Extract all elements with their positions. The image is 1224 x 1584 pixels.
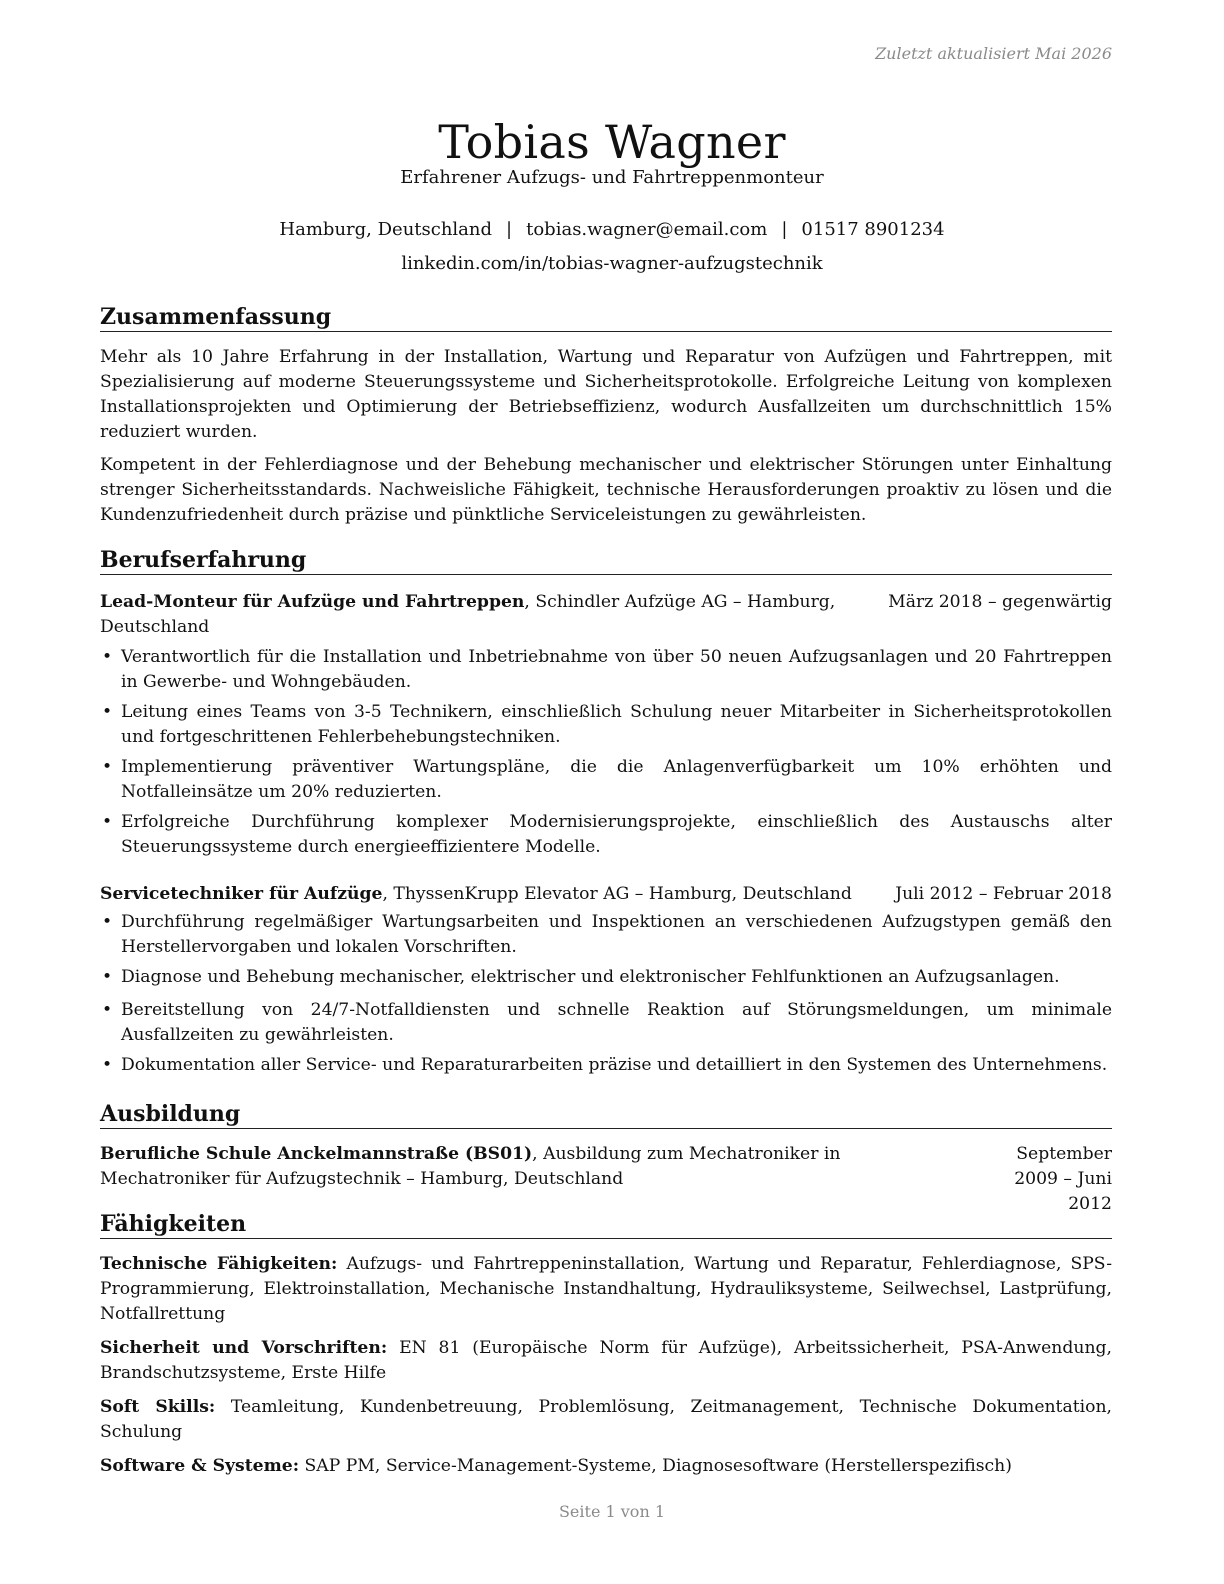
contact-phone: 01517 8901234	[801, 219, 945, 240]
skill-label: Sicherheit und Vorschriften:	[100, 1338, 388, 1358]
linkedin-link[interactable]: linkedin.com/in/tobias-wagner-aufzugstechnik	[401, 253, 823, 274]
job-role: Lead-Monteur für Aufzüge und Fahrtreppen	[100, 592, 525, 612]
list-item: • Bereitstellung von 24/7-Notfalldiensten und schnelle Reaktion auf Störungsmeldungen, um minimale Ausfallzeiten zu gewährleisten.	[102, 1000, 1112, 1045]
skill-group	[100, 1252, 1112, 1327]
skill-group	[100, 1336, 1112, 1386]
job-dates: März 2018 – gegenwärtig	[888, 592, 1112, 612]
job-dates: Juli 2012 – Februar 2018	[895, 884, 1112, 904]
summary-section	[100, 304, 1112, 528]
list-item: • Implementierung präventiver Wartungspläne, die die Anlagenverfügbarkeit um 10% erhöhten und Notfalleinsätze um 20% reduzierten.	[102, 757, 1112, 802]
skill-group	[100, 1395, 1112, 1445]
contact-location: Hamburg, Deutschland	[279, 219, 493, 240]
job-company: , ThyssenKrupp Elevator AG – Hamburg, Deutschland	[382, 884, 852, 904]
summary-paragraph: Kompetent in der Fehlerdiagnose und der Behebung mechanischer und elektrischer Störungen unter Einhaltung strenger Sicherheitsstandards. Nachweisliche Fähigkeit, technische Herausforderungen proaktiv zu lösen und die Kundenzufriedenheit durch präzise und pünktliche Serviceleistungen zu gewährleisten.	[100, 455, 1112, 525]
skill-text: EN 81 (Europäische Norm für Aufzüge), Arbeitssicherheit, PSA-Anwendung, Brandschutzsysteme, Erste Hilfe	[100, 1338, 1112, 1383]
skill-label: Technische Fähigkeiten:	[100, 1254, 338, 1274]
job-company: , Schindler Aufzüge AG – Hamburg, Deutschland	[100, 592, 836, 637]
skill-label: Soft Skills:	[100, 1397, 216, 1417]
list-item: • Diagnose und Behebung mechanischer, elektrischer und elektronischer Fehlfunktionen an Aufzugsanlagen.	[102, 967, 1060, 987]
job-role: Servicetechniker für Aufzüge	[100, 884, 383, 904]
last-updated-note: Zuletzt aktualisiert Mai 2026	[875, 44, 1112, 63]
education-entry	[100, 1142, 1112, 1217]
list-item: • Dokumentation aller Service- und Reparaturarbeiten präzise und detailliert in den Systemen des Unternehmens.	[102, 1055, 1108, 1075]
education-detail: , Ausbildung zum Mechatroniker in Mechatroniker für Aufzugstechnik – Hamburg, Deutschland	[100, 1144, 841, 1189]
list-item: • Durchführung regelmäßiger Wartungsarbeiten und Inspektionen an verschiedenen Aufzugstypen gemäß den Herstellervorgaben und lokalen Vorschriften.	[102, 912, 1112, 957]
education-dates: September 2009 – Juni 2012	[1014, 1144, 1112, 1214]
job-header	[100, 882, 1112, 907]
skill-text: Aufzugs- und Fahrtreppeninstallation, Wartung und Reparatur, Fehlerdiagnose, SPS-Programmierung, Elektroinstallation, Mechanische Instandhaltung, Hydrauliksysteme, Seilwechsel, Lastprüfung, Notfallrettung	[100, 1254, 1113, 1324]
job-bullets	[100, 910, 1112, 1078]
job-entry	[100, 882, 1112, 1078]
skill-group	[100, 1454, 1112, 1479]
contact-line	[0, 219, 1224, 240]
skills-section	[100, 1211, 1112, 1488]
skill-label: Software & Systeme:	[100, 1456, 300, 1476]
skill-text: SAP PM, Service-Management-Systeme, Diagnosesoftware (Herstellerspezifisch)	[299, 1456, 1012, 1476]
job-bullets	[100, 645, 1112, 860]
experience-section	[100, 547, 1112, 1083]
section-heading-education: Ausbildung	[100, 1101, 1112, 1129]
job-header	[100, 590, 1112, 640]
contact-separator: |	[781, 219, 788, 240]
candidate-title: Erfahrener Aufzugs- und Fahrtreppenmonteur	[400, 167, 824, 188]
job-entry	[100, 590, 1112, 860]
list-item: • Erfolgreiche Durchführung komplexer Modernisierungsprojekte, einschließlich des Austauschs alter Steuerungssysteme durch energieeffizientere Modelle.	[102, 812, 1112, 857]
section-heading-summary: Zusammenfassung	[100, 304, 1112, 332]
contact-separator: |	[506, 219, 513, 240]
list-item: • Leitung eines Teams von 3-5 Technikern, einschließlich Schulung neuer Mitarbeiter in Sicherheitsprotokollen und fortgeschrittenen Fehlerbehebungstechniken.	[102, 702, 1112, 747]
summary-paragraph: Mehr als 10 Jahre Erfahrung in der Installation, Wartung und Reparatur von Aufzügen und Fahrtreppen, mit Spezialisierung auf moderne Steuerungssysteme und Sicherheitsprotokolle. Erfolgreiche Leitung von komplexen Installationsprojekten und Optimierung der Betriebseffizienz, wodurch Ausfallzeiten um durchschnittlich 15% reduziert wurden.	[100, 347, 1112, 442]
section-heading-experience: Berufserfahrung	[100, 547, 1112, 575]
contact-email[interactable]: tobias.wagner@email.com	[526, 219, 768, 240]
page-number: Seite 1 von 1	[558, 1502, 666, 1521]
candidate-name: Tobias Wagner	[438, 114, 786, 169]
education-section	[100, 1101, 1112, 1217]
section-heading-skills: Fähigkeiten	[100, 1211, 1112, 1239]
skill-text: Teamleitung, Kundenbetreuung, Problemlösung, Zeitmanagement, Technische Dokumentation, Schulung	[100, 1397, 1113, 1442]
education-school: Berufliche Schule Anckelmannstraße (BS01)	[100, 1144, 533, 1164]
list-item: • Verantwortlich für die Installation und Inbetriebnahme von über 50 neuen Aufzugsanlagen und 20 Fahrtreppen in Gewerbe- und Wohngebäuden.	[102, 647, 1112, 692]
